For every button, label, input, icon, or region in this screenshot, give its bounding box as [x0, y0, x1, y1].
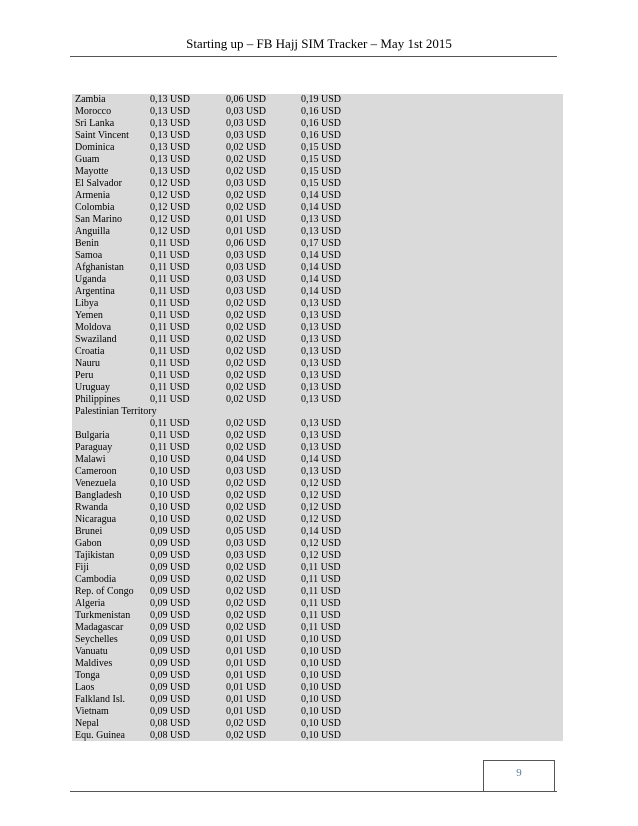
rate-cell-2: 0,02 USD	[226, 190, 267, 201]
rate-cell-2: 0,02 USD	[226, 430, 267, 441]
country-cell: Fiji	[75, 562, 89, 573]
rate-cell-1: 0,11 USD	[150, 310, 190, 321]
rate-cell-1: 0,11 USD	[150, 250, 190, 261]
rate-cell-2: 0,03 USD	[226, 118, 267, 129]
country-cell: Nepal	[75, 718, 99, 729]
rate-cell-1: 0,10 USD	[150, 466, 191, 477]
rate-cell-total: 0,11 USD	[301, 574, 341, 585]
rate-cell-1: 0,09 USD	[150, 670, 191, 681]
table-row	[75, 682, 563, 694]
rate-cell-total: 0,10 USD	[301, 682, 342, 693]
country-cell: Nauru	[75, 358, 100, 369]
rate-cell-2: 0,01 USD	[226, 214, 267, 225]
rate-cell-total: 0,15 USD	[301, 142, 342, 153]
rate-cell-2: 0,06 USD	[226, 238, 267, 249]
country-cell: Samoa	[75, 250, 103, 261]
table-row	[75, 514, 563, 526]
rate-cell-total: 0,13 USD	[301, 298, 342, 309]
rate-cell-total: 0,13 USD	[301, 442, 342, 453]
rate-cell-2: 0,03 USD	[226, 262, 267, 273]
rate-cell-1: 0,09 USD	[150, 682, 191, 693]
country-cell: Rep. of Congo	[75, 586, 134, 597]
footer-divider	[70, 791, 557, 792]
rate-cell-2: 0,02 USD	[226, 730, 267, 741]
rate-cell-total: 0,12 USD	[301, 502, 342, 513]
rate-cell-2: 0,06 USD	[226, 94, 267, 105]
rate-cell-1: 0,11 USD	[150, 298, 190, 309]
table-row	[75, 274, 563, 286]
table-row	[75, 322, 563, 334]
rate-cell-total: 0,15 USD	[301, 178, 342, 189]
rate-cell-total: 0,17 USD	[301, 238, 342, 249]
rate-cell-1: 0,11 USD	[150, 358, 190, 369]
table-row	[75, 490, 563, 502]
rate-cell-total: 0,13 USD	[301, 334, 342, 345]
country-cell: Malawi	[75, 454, 106, 465]
country-cell: Turkmenistan	[75, 610, 131, 621]
rate-cell-1: 0,09 USD	[150, 622, 191, 633]
rate-cell-total: 0,14 USD	[301, 286, 342, 297]
country-cell: Bangladesh	[75, 490, 122, 501]
rate-cell-total: 0,13 USD	[301, 370, 342, 381]
country-cell: Armenia	[75, 190, 110, 201]
table-row	[75, 298, 563, 310]
rate-cell-1: 0,09 USD	[150, 574, 191, 585]
rate-cell-1: 0,10 USD	[150, 454, 191, 465]
country-cell: Vietnam	[75, 706, 109, 717]
rate-cell-2: 0,02 USD	[226, 622, 267, 633]
rate-cell-2: 0,02 USD	[226, 586, 267, 597]
rate-cell-total: 0,12 USD	[301, 478, 342, 489]
rate-cell-1: 0,09 USD	[150, 538, 191, 549]
rate-cell-total: 0,12 USD	[301, 514, 342, 525]
rate-cell-total: 0,11 USD	[301, 562, 341, 573]
rate-cell-total: 0,13 USD	[301, 430, 342, 441]
country-cell: Argentina	[75, 286, 115, 297]
rate-cell-1: 0,11 USD	[150, 370, 190, 381]
country-cell: Morocco	[75, 106, 112, 117]
rate-cell-2: 0,01 USD	[226, 634, 267, 645]
rate-cell-total: 0,13 USD	[301, 226, 342, 237]
rate-cell-2: 0,03 USD	[226, 550, 267, 561]
country-cell: Algeria	[75, 598, 105, 609]
table-row	[75, 106, 563, 118]
table-row	[75, 118, 563, 130]
rate-cell-1: 0,13 USD	[150, 166, 191, 177]
rate-cell-1: 0,09 USD	[150, 610, 191, 621]
rate-cell-total: 0,10 USD	[301, 670, 342, 681]
rate-cell-1: 0,10 USD	[150, 478, 191, 489]
rate-cell-1: 0,09 USD	[150, 598, 191, 609]
table-row	[75, 394, 563, 406]
table-row	[75, 226, 563, 238]
rate-cell-2: 0,02 USD	[226, 202, 267, 213]
table-row	[75, 574, 563, 586]
rate-cell-total: 0,15 USD	[301, 166, 342, 177]
country-cell: Uruguay	[75, 382, 110, 393]
rate-cell-2: 0,02 USD	[226, 322, 267, 333]
rate-cell-2: 0,03 USD	[226, 106, 267, 117]
country-cell: Colombia	[75, 202, 115, 213]
rate-cell-2: 0,02 USD	[226, 394, 267, 405]
rate-cell-1: 0,09 USD	[150, 646, 191, 657]
rate-cell-2: 0,02 USD	[226, 346, 267, 357]
country-cell: Equ. Guinea	[75, 730, 125, 741]
rate-cell-total: 0,10 USD	[301, 730, 342, 741]
rate-cell-total: 0,13 USD	[301, 346, 342, 357]
country-cell: Anguilla	[75, 226, 110, 237]
country-cell: Rwanda	[75, 502, 108, 513]
country-cell: Bulgaria	[75, 430, 110, 441]
table-row	[75, 358, 563, 370]
rate-cell-2: 0,01 USD	[226, 646, 267, 657]
table-row	[75, 538, 563, 550]
rate-cell-2: 0,02 USD	[226, 358, 267, 369]
rate-cell-1: 0,12 USD	[150, 202, 191, 213]
rate-cell-1: 0,13 USD	[150, 154, 191, 165]
table-row	[75, 130, 563, 142]
rate-cell-1: 0,08 USD	[150, 718, 191, 729]
country-cell: Mayotte	[75, 166, 109, 177]
rate-cell-2: 0,01 USD	[226, 706, 267, 717]
table-row	[75, 430, 563, 442]
rate-cell-total: 0,14 USD	[301, 250, 342, 261]
country-cell: Madagascar	[75, 622, 124, 633]
rate-cell-total: 0,13 USD	[301, 310, 342, 321]
country-cell: Moldova	[75, 322, 112, 333]
rate-cell-1: 0,11 USD	[150, 334, 190, 345]
table-row	[75, 94, 563, 106]
rate-cell-2: 0,02 USD	[226, 598, 267, 609]
rate-cell-total: 0,11 USD	[301, 598, 341, 609]
rate-cell-2: 0,02 USD	[226, 502, 267, 513]
country-cell: Saint Vincent	[75, 130, 129, 141]
rate-cell-total: 0,14 USD	[301, 274, 342, 285]
country-cell: Palestinian Territory	[75, 406, 157, 417]
table-row	[75, 622, 563, 634]
rate-cell-total: 0,14 USD	[301, 454, 342, 465]
country-cell: Tajikistan	[75, 550, 115, 561]
rate-cell-1: 0,12 USD	[150, 226, 191, 237]
table-row	[75, 442, 563, 454]
page-number-box	[483, 760, 555, 792]
rate-cell-2: 0,02 USD	[226, 478, 267, 489]
rate-cell-1: 0,10 USD	[150, 502, 191, 513]
country-cell: Yemen	[75, 310, 103, 321]
table-row	[75, 406, 563, 418]
table-row	[75, 346, 563, 358]
rate-cell-1: 0,13 USD	[150, 94, 191, 105]
country-cell: Sri Lanka	[75, 118, 115, 129]
table-row	[75, 202, 563, 214]
rate-cell-1: 0,09 USD	[150, 706, 191, 717]
table-row	[75, 478, 563, 490]
table-row	[75, 694, 563, 706]
rate-cell-2: 0,02 USD	[226, 574, 267, 585]
rate-cell-2: 0,02 USD	[226, 442, 267, 453]
rate-cell-total: 0,11 USD	[301, 610, 341, 621]
rate-cell-total: 0,13 USD	[301, 382, 342, 393]
country-cell: Cambodia	[75, 574, 117, 585]
rate-cell-1: 0,11 USD	[150, 262, 190, 273]
rate-cell-2: 0,01 USD	[226, 682, 267, 693]
country-cell: Libya	[75, 298, 99, 309]
rate-cell-total: 0,12 USD	[301, 538, 342, 549]
table-row	[75, 586, 563, 598]
rate-cell-total: 0,19 USD	[301, 94, 342, 105]
rate-cell-2: 0,02 USD	[226, 382, 267, 393]
country-cell: Maldives	[75, 658, 113, 669]
rate-cell-total: 0,13 USD	[301, 358, 342, 369]
table-row	[75, 598, 563, 610]
rate-cell-total: 0,16 USD	[301, 130, 342, 141]
country-cell: Guam	[75, 154, 100, 165]
country-cell: Venezuela	[75, 478, 117, 489]
rate-cell-1: 0,10 USD	[150, 514, 191, 525]
table-row	[75, 634, 563, 646]
rate-cell-2: 0,02 USD	[226, 562, 267, 573]
rate-cell-2: 0,01 USD	[226, 226, 267, 237]
rate-cell-2: 0,02 USD	[226, 154, 267, 165]
rate-cell-total: 0,14 USD	[301, 526, 342, 537]
country-cell: Benin	[75, 238, 99, 249]
country-cell: Vanuatu	[75, 646, 108, 657]
rate-cell-1: 0,12 USD	[150, 178, 191, 189]
rate-cell-1: 0,11 USD	[150, 346, 190, 357]
rate-cell-2: 0,02 USD	[226, 370, 267, 381]
rate-cell-1: 0,13 USD	[150, 130, 191, 141]
rate-cell-total: 0,13 USD	[301, 466, 342, 477]
rate-cell-1: 0,12 USD	[150, 190, 191, 201]
country-cell: Afghanistan	[75, 262, 124, 273]
rate-cell-2: 0,02 USD	[226, 514, 267, 525]
rate-cell-total: 0,14 USD	[301, 202, 342, 213]
table-row	[75, 382, 563, 394]
rate-cell-2: 0,02 USD	[226, 718, 267, 729]
rate-cell-total: 0,16 USD	[301, 106, 342, 117]
country-cell: Philippines	[75, 394, 121, 405]
rate-cell-2: 0,03 USD	[226, 538, 267, 549]
table-row	[75, 370, 563, 382]
country-cell: Dominica	[75, 142, 115, 153]
rate-cell-1: 0,11 USD	[150, 286, 190, 297]
country-cell: Seychelles	[75, 634, 118, 645]
table-row	[75, 466, 563, 478]
rate-cell-2: 0,01 USD	[226, 670, 267, 681]
rate-cell-total: 0,12 USD	[301, 490, 342, 501]
rate-cell-1: 0,13 USD	[150, 106, 191, 117]
rate-cell-total: 0,13 USD	[301, 214, 342, 225]
rate-cell-1: 0,09 USD	[150, 658, 191, 669]
rate-cell-total: 0,10 USD	[301, 718, 342, 729]
rate-cell-1: 0,11 USD	[150, 274, 190, 285]
country-cell: El Salvador	[75, 178, 122, 189]
table-row	[75, 526, 563, 538]
country-cell: San Marino	[75, 214, 122, 225]
rate-cell-total: 0,13 USD	[301, 418, 342, 429]
rate-cell-2: 0,02 USD	[226, 610, 267, 621]
table-row	[75, 646, 563, 658]
rate-cell-1: 0,08 USD	[150, 730, 191, 741]
rate-cell-total: 0,13 USD	[301, 322, 342, 333]
rate-cell-total: 0,15 USD	[301, 154, 342, 165]
rate-cell-1: 0,09 USD	[150, 562, 191, 573]
country-cell: Laos	[75, 682, 95, 693]
rate-cell-2: 0,02 USD	[226, 418, 267, 429]
rate-cell-1: 0,11 USD	[150, 322, 190, 333]
country-cell: Falkland Isl.	[75, 694, 125, 705]
rate-cell-2: 0,02 USD	[226, 310, 267, 321]
country-cell: Swaziland	[75, 334, 117, 345]
country-cell: Zambia	[75, 94, 106, 105]
rate-cell-1: 0,09 USD	[150, 550, 191, 561]
rate-cell-1: 0,09 USD	[150, 586, 191, 597]
table-row	[75, 718, 563, 730]
country-cell: Croatia	[75, 346, 105, 357]
page-number: 9	[516, 767, 522, 779]
rate-cell-1: 0,10 USD	[150, 490, 191, 501]
rate-cell-2: 0,03 USD	[226, 250, 267, 261]
rate-cell-1: 0,11 USD	[150, 418, 190, 429]
table-row	[75, 178, 563, 190]
rate-cell-total: 0,10 USD	[301, 694, 342, 705]
rate-cell-2: 0,02 USD	[226, 298, 267, 309]
table-row	[75, 658, 563, 670]
rate-cell-2: 0,01 USD	[226, 694, 267, 705]
rate-cell-total: 0,16 USD	[301, 118, 342, 129]
rate-cell-2: 0,05 USD	[226, 526, 267, 537]
table-row	[75, 502, 563, 514]
table-row	[75, 214, 563, 226]
rate-cell-total: 0,10 USD	[301, 634, 342, 645]
rate-cell-2: 0,03 USD	[226, 274, 267, 285]
table-row	[75, 142, 563, 154]
country-cell: Nicaragua	[75, 514, 117, 525]
rate-cell-total: 0,11 USD	[301, 622, 341, 633]
rate-cell-1: 0,09 USD	[150, 634, 191, 645]
rate-cell-total: 0,14 USD	[301, 262, 342, 273]
rate-cell-1: 0,11 USD	[150, 442, 190, 453]
table-row	[75, 670, 563, 682]
table-row	[75, 418, 563, 430]
table-row	[75, 706, 563, 718]
table-row	[75, 550, 563, 562]
rate-cell-1: 0,12 USD	[150, 214, 191, 225]
table-row	[75, 286, 563, 298]
table-row	[75, 190, 563, 202]
rate-cell-1: 0,11 USD	[150, 238, 190, 249]
rate-cell-total: 0,13 USD	[301, 394, 342, 405]
table-row	[75, 154, 563, 166]
rate-cell-2: 0,02 USD	[226, 142, 267, 153]
rate-cell-1: 0,11 USD	[150, 382, 190, 393]
rate-cell-total: 0,10 USD	[301, 646, 342, 657]
rates-table-rows	[75, 94, 563, 742]
table-row	[75, 250, 563, 262]
rate-cell-1: 0,09 USD	[150, 526, 191, 537]
rate-cell-2: 0,02 USD	[226, 334, 267, 345]
table-row	[75, 730, 563, 742]
country-cell: Gabon	[75, 538, 102, 549]
country-cell: Peru	[75, 370, 94, 381]
table-row	[75, 262, 563, 274]
country-cell: Paraguay	[75, 442, 113, 453]
rate-cell-2: 0,04 USD	[226, 454, 267, 465]
rate-cell-1: 0,11 USD	[150, 430, 190, 441]
rate-cell-2: 0,02 USD	[226, 166, 267, 177]
rate-cell-total: 0,10 USD	[301, 706, 342, 717]
table-row	[75, 310, 563, 322]
table-row	[75, 238, 563, 250]
country-cell: Uganda	[75, 274, 107, 285]
rate-cell-total: 0,14 USD	[301, 190, 342, 201]
country-cell: Brunei	[75, 526, 103, 537]
rate-cell-2: 0,02 USD	[226, 490, 267, 501]
country-cell: Cameroon	[75, 466, 117, 477]
rate-cell-2: 0,03 USD	[226, 130, 267, 141]
table-row	[75, 454, 563, 466]
table-row	[75, 610, 563, 622]
table-row	[75, 334, 563, 346]
rate-cell-total: 0,11 USD	[301, 586, 341, 597]
table-row	[75, 562, 563, 574]
rate-cell-1: 0,11 USD	[150, 394, 190, 405]
rate-cell-1: 0,09 USD	[150, 694, 191, 705]
header-divider	[70, 56, 557, 57]
rate-cell-2: 0,03 USD	[226, 286, 267, 297]
rate-cell-1: 0,13 USD	[150, 118, 191, 129]
table-row	[75, 166, 563, 178]
page-header-title: Starting up – FB Hajj SIM Tracker – May 1st 2015	[186, 36, 452, 51]
rate-cell-total: 0,12 USD	[301, 550, 342, 561]
rate-cell-1: 0,13 USD	[150, 142, 191, 153]
rate-cell-total: 0,10 USD	[301, 658, 342, 669]
rate-cell-2: 0,03 USD	[226, 178, 267, 189]
country-cell: Tonga	[75, 670, 100, 681]
rate-cell-2: 0,03 USD	[226, 466, 267, 477]
rate-cell-2: 0,01 USD	[226, 658, 267, 669]
